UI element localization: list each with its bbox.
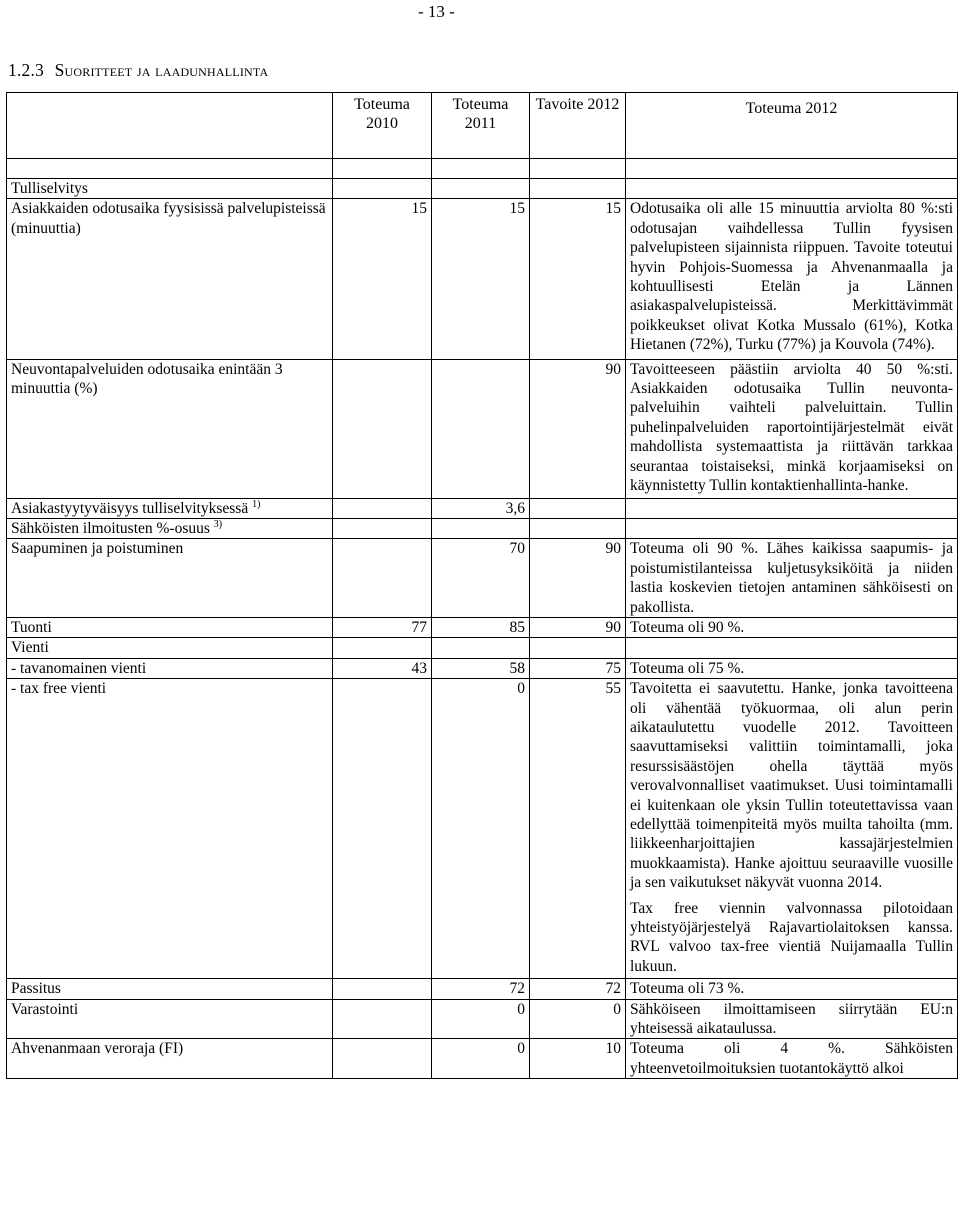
comment-2012: Tavoitteeseen päästiin arviolta 40 50 %:sti. Asiakkaiden odotusaika Tullin neuvonta-palveluihin vaihteli palveluittain. Tullin puhelinpalveluiden raportointijärjestelmät eivät mahdollista systemaattista ja riittävän tarkkaa seurantaa toistaiseksi, minkä korjaamiseksi on käynnistetty Tullin kontaktienhallinta-hanke. — [626, 359, 958, 498]
section-number: 1.2.3 — [8, 60, 44, 80]
table-row — [7, 199, 958, 359]
comment-2012: Sähköiseen ilmoittamiseen siirrytään EU:n yhteisessä aikataulussa. — [626, 999, 958, 1039]
comment-2012: Toteuma oli 75 %. — [626, 658, 958, 678]
table-row — [7, 359, 958, 498]
row-label: - tavanomainen vienti — [7, 658, 333, 678]
row-label: Passitus — [7, 979, 333, 999]
target-2012: 90 — [530, 359, 626, 498]
page-number: - 13 - — [418, 2, 455, 21]
performance-table — [6, 92, 958, 1079]
table-row — [7, 159, 958, 179]
row-label: Tulliselvitys — [7, 179, 333, 199]
target-2012: 90 — [530, 539, 626, 618]
comment-2012 — [626, 679, 958, 979]
table-row — [7, 1039, 958, 1079]
row-label: Neuvontapalveluiden odotusaika enintään 3 minuuttia (%) — [7, 359, 333, 498]
value-2010: 15 — [333, 199, 432, 359]
value-2010: 43 — [333, 658, 432, 678]
row-label: Saapuminen ja poistuminen — [7, 539, 333, 618]
target-2012: 15 — [530, 199, 626, 359]
section-heading — [8, 60, 268, 81]
table-row — [7, 999, 958, 1039]
row-label: Sähköisten ilmoitusten %-osuus $^{3)}$ — [7, 518, 333, 538]
row-label: Varastointi — [7, 999, 333, 1039]
header-tavoite-2012: Tavoite 2012 — [530, 93, 626, 159]
table-row — [7, 539, 958, 618]
table-row — [7, 638, 958, 658]
header-toteuma-2010: Toteuma 2010 — [333, 93, 432, 159]
comment-2012: Toteuma oli 90 %. Lähes kaikissa saapumis- ja poistumistilanteissa kuljetusyksiköitä ja niiden lastia koskevien tietojen antaminen sähköisesti on pakollista. — [626, 539, 958, 618]
table-row — [7, 617, 958, 637]
value-2011: 72 — [432, 979, 530, 999]
value-2011: 0 — [432, 999, 530, 1039]
value-2010: 77 — [333, 617, 432, 637]
table-header-row — [7, 93, 958, 159]
header-toteuma-2011: Toteuma 2011 — [432, 93, 530, 159]
comment-paragraph: Tavoitetta ei saavutettu. Hanke, jonka tavoitteena oli vähentää työkuormaa, oli alun perin aikataulutettu vuodelle 2012. Tavoitteen saavuttamiseksi valittiin toimintamalli, joka resurssisäästöjen ohella täyttää myös verovalvonnalliset vaatimukset. Uusi toimintamalli ei kuitenkaan ole yksin Tullin toteutettavissa vaan edellyttää toimenpiteitä myös muilta tahoilta (mm. liikkeenharjoittajien kassajärjestelmien muokkaamista). Hanke ajoittuu seuraaville vuosille ja sen vaikutukset näkyvät vuonna 2014. — [630, 680, 953, 892]
table-row — [7, 498, 958, 518]
table-row — [7, 518, 958, 538]
target-2012: 10 — [530, 1039, 626, 1079]
target-2012: 0 — [530, 999, 626, 1039]
comment-2012: Toteuma oli 90 %. — [626, 617, 958, 637]
value-2011: 58 — [432, 658, 530, 678]
target-2012: 72 — [530, 979, 626, 999]
value-2011: 0 — [432, 679, 530, 979]
comment-2012: Odotusaika oli alle 15 minuuttia arviolta 80 %:sti odotusajan vaihdellessa Tullin fyysisen palvelupisteen sijainnista riippuen. Tavoite toteutui hyvin Pohjois-Suomessa ja Ahvenanmaalla ja kohtuullisesti Etelän ja Lännen asiakaspalvelupisteissä. Merkittävimmät poikkeukset olivat Kotka Mussalo (61%), Kotka Hietanen (72%), Turku (77%) ja Kouvola (74%). — [626, 199, 958, 359]
target-2012: 90 — [530, 617, 626, 637]
table-row — [7, 979, 958, 999]
footnote-marker: 1) — [252, 498, 261, 510]
section-title: Suoritteet ja laadunhallinta — [54, 60, 269, 80]
table-row — [7, 679, 958, 979]
table-row — [7, 658, 958, 678]
header-blank — [7, 93, 333, 159]
value-2011: 85 — [432, 617, 530, 637]
comment-2012: Toteuma oli 4 %. Sähköisten yhteenvetoilmoituksien tuotantokäyttö alkoi — [626, 1039, 958, 1079]
row-label: Ahvenanmaan veroraja (FI) — [7, 1039, 333, 1079]
row-label: Asiakastyytyväisyys tulliselvityksessä $^{1)}$ — [7, 498, 333, 518]
header-toteuma-2012: Toteuma 2012 — [626, 93, 958, 159]
row-label: - tax free vienti — [7, 679, 333, 979]
value-2011: 15 — [432, 199, 530, 359]
row-label: Asiakkaiden odotusaika fyysisissä palvelupisteissä (minuuttia) — [7, 199, 333, 359]
value-2011: 0 — [432, 1039, 530, 1079]
row-label: Tuonti — [7, 617, 333, 637]
value-2011: 3,6 — [432, 498, 530, 518]
target-2012: 75 — [530, 658, 626, 678]
value-2011: 70 — [432, 539, 530, 618]
target-2012: 55 — [530, 679, 626, 979]
comment-paragraph: Tax free viennin valvonnassa pilotoidaan yhteistyöjärjestelyä Rajavartiolaitoksen kanssa. RVL valvoo tax-free vientiä Nuijamaalla Tullin lukuun. — [630, 899, 953, 975]
row-label: Vienti — [7, 638, 333, 658]
footnote-marker: 3) — [213, 518, 223, 530]
comment-2012: Toteuma oli 73 %. — [626, 979, 958, 999]
table-row — [7, 179, 958, 199]
